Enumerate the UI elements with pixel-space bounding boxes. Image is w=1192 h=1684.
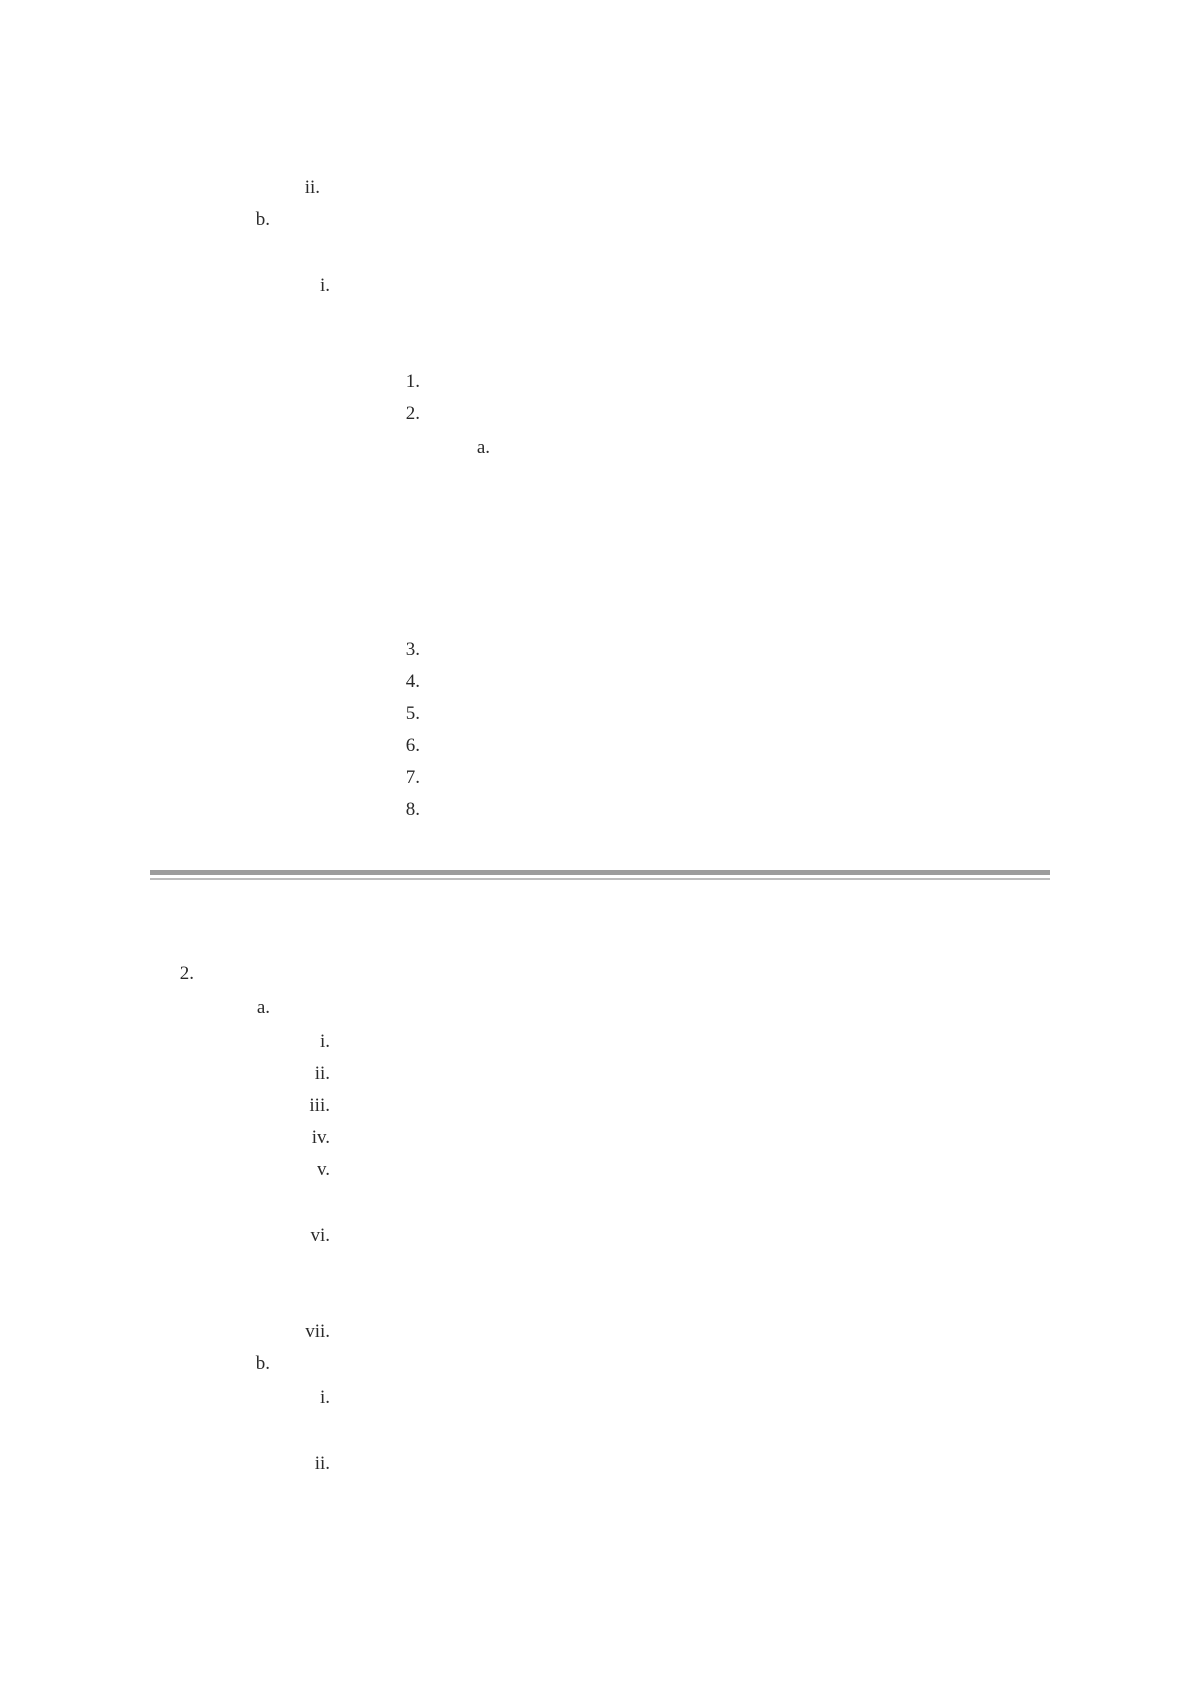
list-marker: ii. bbox=[314, 1063, 330, 1084]
list-marker: v. bbox=[316, 1159, 330, 1180]
list-marker: a. bbox=[476, 437, 490, 458]
list-marker: vi. bbox=[310, 1225, 330, 1246]
list-marker: 1. bbox=[405, 371, 420, 392]
section-divider bbox=[150, 870, 1050, 875]
section-divider bbox=[150, 878, 1050, 880]
list-marker: b. bbox=[255, 1353, 270, 1374]
list-marker: 3. bbox=[405, 639, 420, 660]
list-marker: a. bbox=[256, 997, 270, 1018]
list-marker: i. bbox=[319, 1387, 330, 1408]
list-marker: 4. bbox=[405, 671, 420, 692]
list-marker: 8. bbox=[405, 799, 420, 820]
list-marker: 5. bbox=[405, 703, 420, 724]
list-marker: ii. bbox=[304, 177, 320, 198]
list-marker: 6. bbox=[405, 735, 420, 756]
list-marker: 2. bbox=[179, 963, 194, 984]
list-marker: b. bbox=[255, 209, 270, 230]
list-marker: i. bbox=[319, 1031, 330, 1052]
list-marker: iii. bbox=[309, 1095, 330, 1116]
list-marker: 7. bbox=[405, 767, 420, 788]
list-marker: vii. bbox=[305, 1321, 330, 1342]
list-marker: 2. bbox=[405, 403, 420, 424]
list-marker: ii. bbox=[314, 1453, 330, 1474]
list-marker: iv. bbox=[311, 1127, 330, 1148]
list-marker: i. bbox=[319, 275, 330, 296]
